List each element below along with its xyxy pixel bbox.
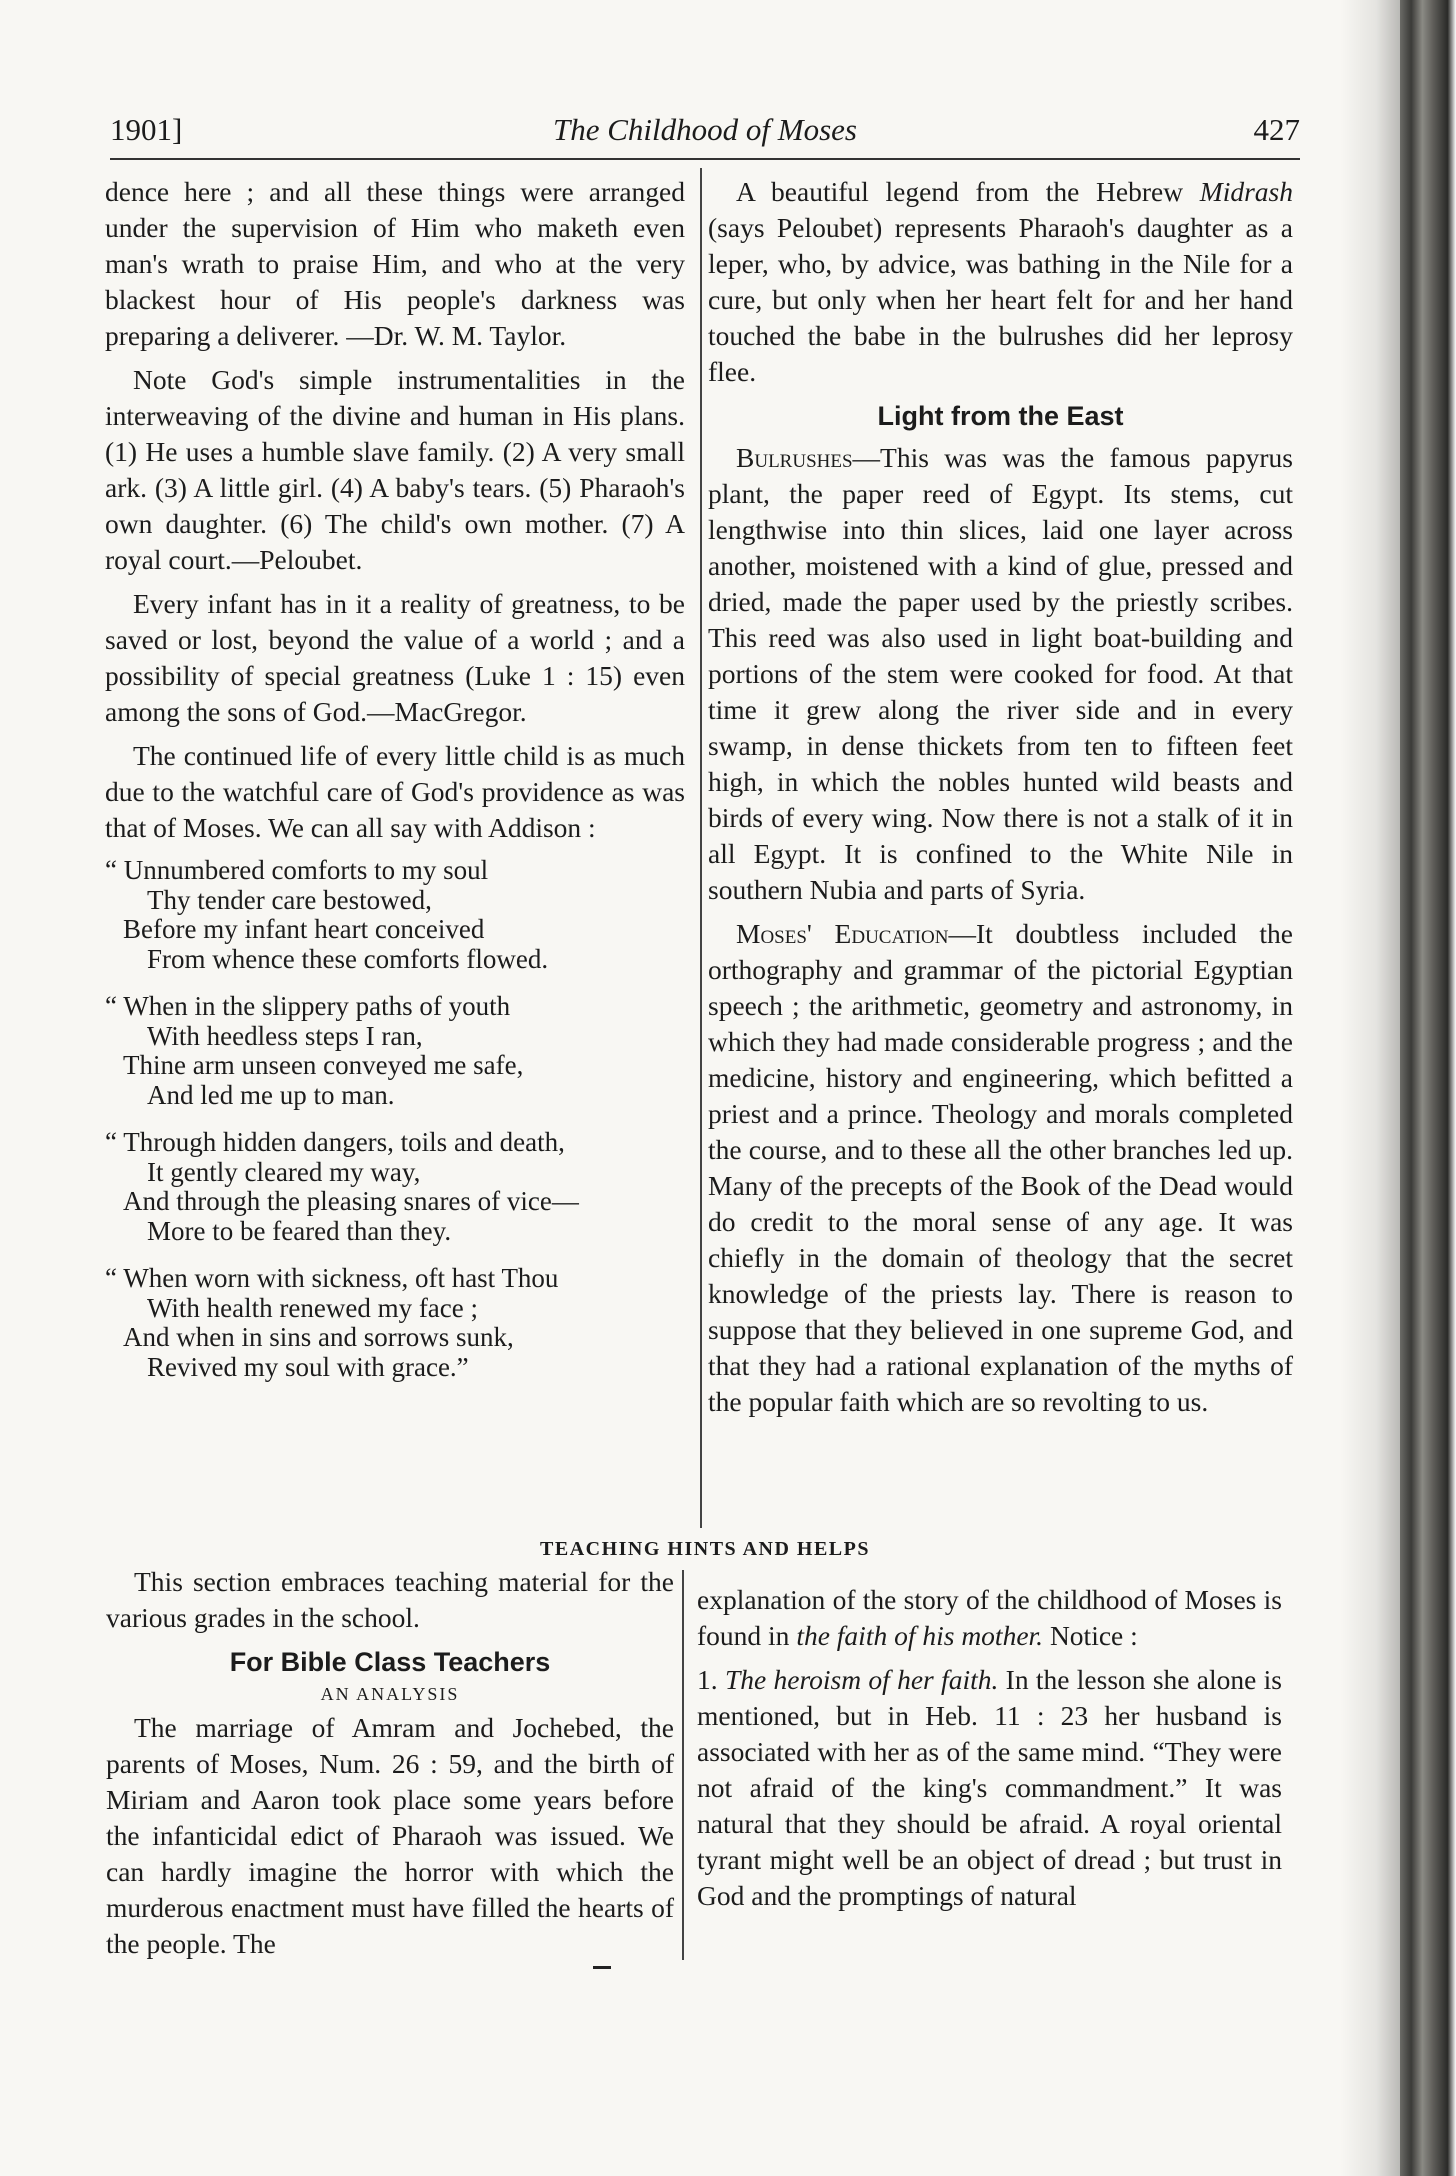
poem-line: From whence these comforts flowed.	[147, 943, 549, 974]
poem-line: And led me up to man.	[147, 1079, 395, 1110]
paragraph: Note God's simple instrumentalities in the interweaving of the divine and human in His plans. (1) He uses a humble slave family. (2) A very small ark. (3) A little girl. (4) A baby's tears. (5) Pharaoh's own daughter. (6) The child's own mother. (7) A royal court.—Peloubet.	[105, 364, 685, 575]
paragraph: This section embraces teaching material for the various grades in the school.	[106, 1566, 674, 1633]
poem-line: It gently cleared my way,	[147, 1156, 421, 1187]
poem-stanza	[105, 856, 685, 974]
lower-left-column	[106, 1564, 674, 1970]
right-column	[708, 174, 1293, 1428]
paragraph: A beautiful legend from the Hebrew Midrash (says Peloubet) represents Pharaoh's daughter as a leper, who, by advice, was bathing in the Nile for a cure, but only when her heart felt for and her hand touched the babe in the bulrushes did her leprosy flee.	[708, 176, 1293, 387]
poem-line: Thine arm unseen conveyed me safe,	[123, 1050, 524, 1080]
poem-line: Before my infant heart conceived	[123, 914, 485, 944]
paragraph: 1. The heroism of her faith. In the lesson she alone is mentioned, but in Heb. 11 : 23 her husband is associated with her as of the same mind. “They were not afraid of the king's commandment.” It was natural that they should be afraid. A royal oriental tyrant might well be an object of dread ; but trust in God and the promptings of natural	[697, 1664, 1283, 1911]
paragraph: dence here ; and all these things were arranged under the supervision of Him who maketh even man's wrath to praise Him, and who at the very blackest hour of His people's darkness was preparing a deliverer. —Dr. W. M. Taylor.	[105, 176, 685, 351]
poem-line: “ When in the slippery paths of youth	[105, 991, 511, 1021]
printer-mark	[593, 1966, 611, 1969]
poem-line: And when in sins and sorrows sunk,	[123, 1322, 514, 1352]
section-title: TEACHING HINTS AND HELPS	[540, 1538, 870, 1560]
book-spine-edge	[1400, 0, 1456, 2176]
poem-line: “ Unnumbered comforts to my soul	[105, 855, 489, 885]
run-in-label: Bulrushes	[736, 442, 853, 473]
poem-line: And through the pleasing snares of vice—	[123, 1186, 579, 1216]
poem-line: “ When worn with sickness, oft hast Thou	[105, 1263, 559, 1293]
page-edge-shadow	[1340, 0, 1400, 2176]
paragraph: Bulrushes—This was was the famous papyrus plant, the paper reed of Egypt. Its stems, cut lengthwise into thin slices, laid one layer across another, moistened with a kind of glue, pressed and dried, made the paper used by the priestly scribes. This reed was also used in light boat-building and portions of the stem were cooked for food. At that time it grew along the river side and in every swamp, in dense thickets from ten to fifteen feet high, in which the nobles hunted wild beasts and birds of every wing. Now there is not a stalk of it in all Egypt. It is confined to the White Nile in southern Nubia and parts of Syria.	[708, 442, 1293, 905]
header-rule	[110, 158, 1300, 160]
poem-line: Revived my soul with grace.”	[147, 1351, 469, 1382]
paragraph: The marriage of Amram and Jochebed, the parents of Moses, Num. 26 : 59, and the birth of Miriam and Aaron took place some years before the infanticidal edict of Pharaoh was issued. We can hardly imagine the horror with which the murderous enactment must have filled the hearts of the people. The	[106, 1712, 674, 1959]
header-title: The Childhood of Moses	[553, 112, 857, 147]
subsection-subheading: AN ANALYSIS	[320, 1684, 460, 1704]
paragraph: explanation of the story of the childhood of Moses is found in the faith of his mother. Notice :	[697, 1584, 1282, 1651]
poem-stanza	[105, 1264, 685, 1382]
column-divider-lower	[682, 1570, 684, 1960]
poem-line: With health renewed my face ;	[147, 1292, 479, 1323]
page-number: 427	[1253, 112, 1300, 147]
poem-stanza	[105, 992, 685, 1110]
left-column	[105, 174, 685, 1400]
poem-line: “ Through hidden dangers, toils and death,	[105, 1127, 565, 1157]
poem-line: Thy tender care bestowed,	[147, 884, 432, 915]
lower-right-column	[697, 1582, 1282, 1922]
column-divider-upper	[700, 168, 702, 1528]
subsection-heading: For Bible Class Teachers	[229, 1647, 551, 1677]
paragraph: The continued life of every little child is as much due to the watchful care of God's providence as was that of Moses. We can all say with Addison :	[105, 740, 685, 843]
poem-stanza	[105, 1128, 685, 1246]
section-heading: Light from the East	[877, 401, 1124, 431]
paragraph: Moses' Education—It doubtless included the orthography and grammar of the pictorial Egyptian speech ; the arithmetic, geometry and astronomy, in which they had made considerable progress ; and the medicine, history and engineering, which befitted a priest and a prince. Theology and morals completed the course, and to these all the other branches led up. Many of the precepts of the Book of the Dead would do credit to the moral sense of any age. It was chiefly in the domain of theology that the secret knowledge of the priests lay. There is reason to suppose that they believed in one supreme God, and that they had a rational explanation of the myths of the popular faith which are so revolting to us.	[708, 918, 1293, 1417]
paragraph: Every infant has in it a reality of greatness, to be saved or lost, beyond the value of a world ; and a possibility of special greatness (Luke 1 : 15) even among the sons of God.—MacGregor.	[105, 588, 685, 727]
poem-line: More to be feared than they.	[147, 1215, 452, 1246]
running-header	[110, 112, 1300, 156]
run-in-label: Moses' Education	[736, 918, 949, 949]
header-year: 1901]	[110, 112, 183, 147]
poem-line: With heedless steps I ran,	[147, 1020, 423, 1051]
